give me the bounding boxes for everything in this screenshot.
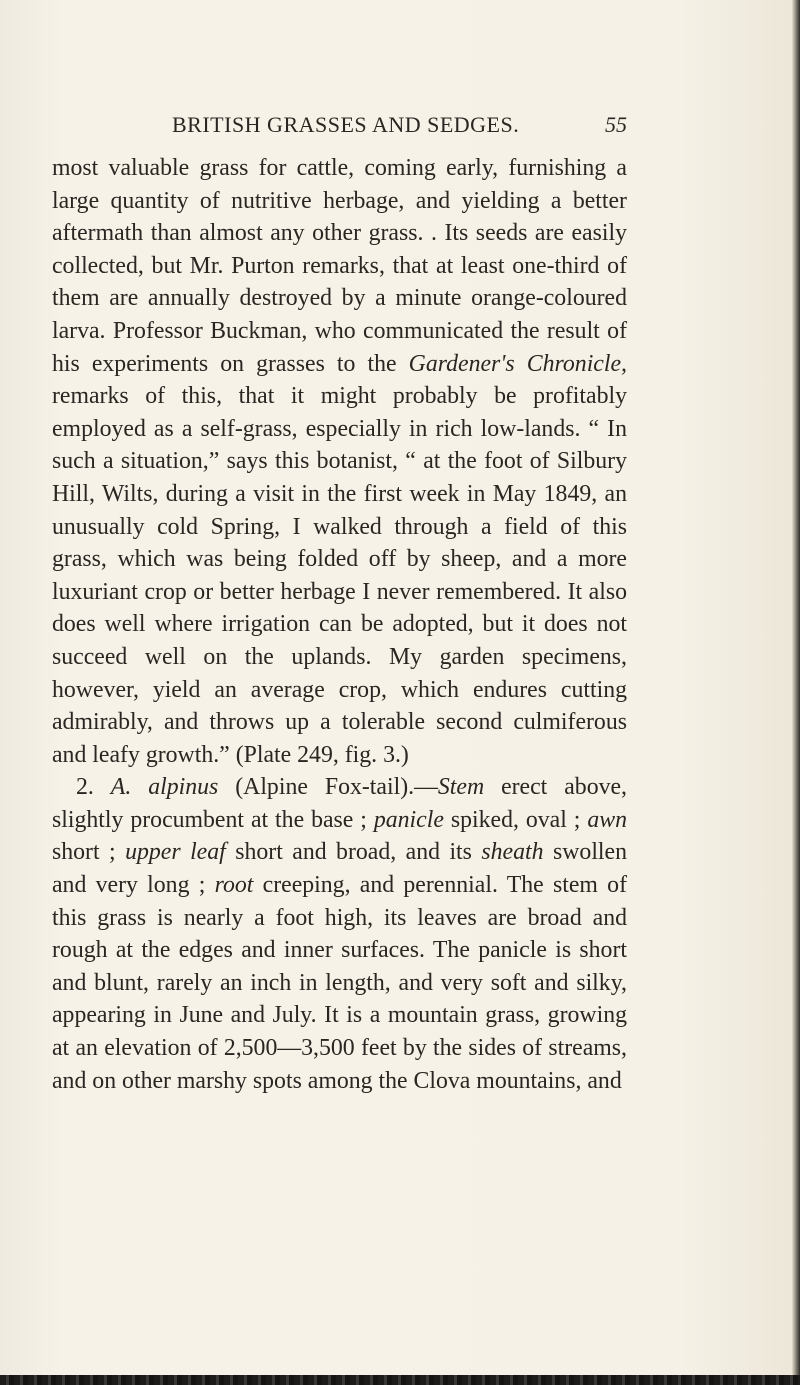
p2-text-awn: short ; — [52, 839, 126, 866]
running-head: BRITISH GRASSES AND SEDGES. — [172, 112, 520, 137]
p1-italic-gardeners-chronicle: Gardener's Chronicle, — [408, 350, 627, 377]
p2-text-panicle: spiked, oval ; — [443, 806, 588, 833]
p2-number: 2. — [76, 774, 111, 801]
paragraph-2 — [52, 771, 627, 1097]
paragraph-1 — [52, 152, 627, 771]
p1-text-2: remarks of this, that it might probably be profitably employed as a self-grass, especially in rich low-lands. “ In such a situation,” says this botanist, “ at the foot of Silbury Hill, Wilts, during a visit in the first week in May 1849, an unusually cold Spring, I walked through a field of this grass, which was being folded off by sheep, and a more luxuriant crop or better herbage I never remembered. It also does well where irrigation can be adopted, but it does not succeed well on the uplands. My garden specimens, however, yield an average crop, which endures cutting admirably, and throws up a tolerable second culmiferous and leafy growth.” (Plate 249, fig. 3.) — [52, 383, 627, 768]
p2-italic-panicle: panicle — [373, 806, 444, 833]
p2-text-sheath: swollen and very long ; — [52, 839, 628, 899]
p2-italic-upper-leaf: upper leaf — [125, 839, 226, 866]
p2-text-upper-leaf: short and broad, and its — [225, 839, 482, 866]
page-edge-shadow — [792, 0, 800, 1385]
p2-common-name: (Alpine Fox-tail).— — [218, 774, 438, 801]
p1-text-1: most valuable grass for cattle, coming early, furnishing a large quantity of nutritive herbage, and yielding a better aftermath than almost any other grass. . Its seeds are easily collected, but Mr. Purton remarks, that at least one-third of them are annually destroyed by a minute orange-coloured larva. Professor Buckman, who communicated the result of his experiments on grasses to the — [52, 155, 627, 377]
p2-italic-awn: awn — [587, 806, 627, 833]
page-header — [52, 112, 627, 142]
body-text — [52, 152, 627, 1097]
p2-italic-sheath: sheath — [481, 839, 544, 866]
scan-bottom-band — [0, 1375, 800, 1385]
p2-italic-species: A. alpinus — [110, 774, 219, 801]
p2-text-root: creeping, and perennial. The stem of this grass is nearly a foot high, its leaves are broad and rough at the edges and inner surfaces. The panicle is short and blunt, rarely an inch in length, and very soft and silky, appearing in June and July. It is a mountain grass, growing at an elevation of 2,500—3,500 feet by the sides of streams, and on other marshy spots among the Clova mountains, and — [52, 872, 627, 1094]
p2-italic-root: root — [214, 872, 254, 899]
p2-italic-stem: Stem — [437, 774, 485, 801]
p2-text-stem: erect above, slightly procumbent at the base ; — [52, 774, 627, 833]
page-number: 55 — [605, 112, 627, 137]
